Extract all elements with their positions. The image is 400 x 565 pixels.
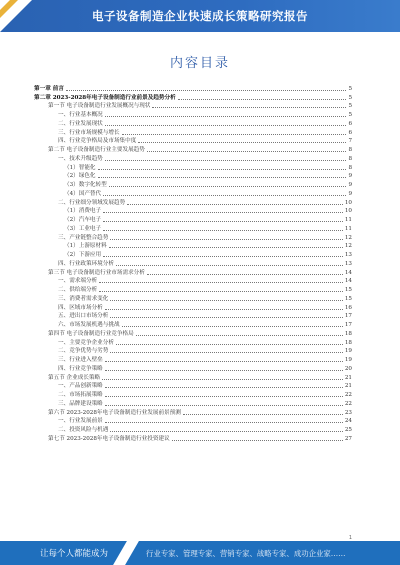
toc-entry-title: 二、行业细分领域发展趋势 [58,199,126,206]
toc-leader-dots [105,370,343,371]
toc-entry-page: 13 [344,260,352,267]
toc-entry-title: 二、市场拓展策略 [58,392,103,398]
toc-entry[interactable] [34,312,352,321]
toc-entry-title: 第七节 2023-2028年电子设备制造行业投资建议 [48,435,170,442]
toc-entry[interactable] [34,303,352,312]
toc-entry-page: 10 [344,199,352,206]
toc-entry-page: 7 [348,138,352,145]
toc-entry-title: 第三节 电子设备制造行业市场需求分析 [48,269,145,276]
toc-entry-title: 四、行业竞争格局及市场集中度 [58,138,137,145]
toc-leader-dots [110,317,343,318]
toc-entry-page: 21 [344,383,352,390]
toc-entry-page: 6 [348,129,352,136]
toc-entry-title: 二、竞争优势与劣势 [58,348,109,355]
toc-entry[interactable] [34,93,352,102]
footer-separator [113,541,139,565]
toc-leader-dots [122,134,347,135]
toc-entry-title: 三、行业市场规模与增长 [58,129,120,136]
toc-entry-page: 15 [344,287,352,293]
toc-entry[interactable] [34,294,352,303]
toc-entry[interactable] [34,119,352,128]
toc-entry-title: 第六节 2023-2028年电子设备制造行业发展前景预测 [48,409,181,416]
toc-entry[interactable] [34,347,352,356]
toc-entry-page: 20 [344,365,352,372]
toc-entry-title: （1）上游原材料 [64,243,107,250]
toc-leader-dots [105,422,343,423]
toc-entry-page: 11 [344,217,352,223]
toc-entry-title: 一、需求端分析 [58,278,98,285]
toc-entry-title: 四、区域市场分析 [58,304,103,311]
toc-entry-page: 9 [348,182,352,188]
toc-entry[interactable] [34,268,352,277]
toc-entry-page: 12 [344,234,352,241]
toc-leader-dots [110,300,343,301]
toc-entry-title: （1）消费电子 [64,208,102,215]
toc-entry-title: 一、主要竞争企业分析 [58,339,114,346]
toc-leader-dots [105,309,343,310]
toc-entry[interactable] [34,250,352,259]
toc-leader-dots [105,116,347,117]
toc-entry[interactable] [34,233,352,242]
toc-entry-page: 22 [344,400,352,407]
toc-entry-page: 13 [344,252,352,258]
toc-leader-dots [138,142,346,143]
toc-entry-title: 三、产业链整合趋势 [58,234,109,241]
toc-leader-dots [116,265,343,266]
toc-entry-page: 12 [344,243,352,250]
toc-entry-page: 9 [348,190,352,197]
toc-entry-page: 21 [344,374,352,381]
toc-entry-page: 14 [344,278,352,285]
toc-entry-title: 二、投资风险与机遇 [58,427,109,433]
toc-leader-dots [105,160,347,161]
toc-entry-title: （3）数字化转型 [64,182,107,188]
toc-entry-title: 一、行业发展前景 [58,418,103,425]
toc-entry[interactable] [34,364,352,373]
toc-entry-title: 第一节 电子设备制造行业发展概况与现状 [48,103,151,110]
toc-leader-dots [99,291,343,292]
toc-entry[interactable] [34,198,352,207]
toc-entry-title: （3）工业电子 [64,225,102,232]
toc-leader-dots [99,282,343,283]
toc-entry-page: 18 [344,339,352,346]
toc-entry-page: 27 [344,435,352,442]
toc-entry-page: 22 [344,392,352,398]
toc-leader-dots [103,212,343,213]
toc-entry[interactable] [34,338,352,347]
toc-heading: 内容目录 [169,56,230,71]
toc-entry-title: 一、产品创新策略 [58,383,103,390]
toc-entry-title: （4）国产替代 [64,190,102,197]
toc-entry-title: （2）汽车电子 [64,217,102,223]
toc-leader-dots [127,204,343,205]
toc-entry-title: 六、市场发展机遇与挑战 [58,322,120,328]
toc-entry-title: 一、技术升级趋势 [58,155,103,162]
toc-leader-dots [147,274,343,275]
toc-entry[interactable] [34,434,352,443]
toc-leader-dots [147,151,347,152]
toc-entry-page: 5 [348,103,352,110]
toc-entry[interactable] [34,425,352,434]
toc-entry-title: 五、进出口市场分析 [58,313,109,320]
toc-entry[interactable] [34,408,352,417]
toc-entry[interactable] [34,277,352,286]
footer-slogan: 让每个人都能成为 [40,549,109,559]
toc-entry[interactable] [34,373,352,382]
toc-entry-page: 18 [344,330,352,337]
toc-leader-dots [105,396,343,397]
toc-leader-dots [172,440,343,441]
toc-entry[interactable] [34,84,352,93]
toc-leader-dots [110,431,343,432]
toc-leader-dots [178,99,347,100]
toc-leader-dots [122,326,343,327]
toc-entry-title: 三、行业进入壁垒 [58,357,103,363]
footer-services: 行业专家、管理专家、营销专家、战略专家、成功企业家…… [146,549,346,558]
report-title: 电子设备制造企业快速成长策略研究报告 [92,9,308,23]
toc-entry-title: 二、行业发展现状 [58,120,103,127]
toc-leader-dots [103,221,343,222]
toc-entry[interactable] [34,163,352,172]
toc-leader-dots [103,195,346,196]
toc-leader-dots [105,125,347,126]
toc-entry-page: 15 [344,295,352,302]
toc-entry-page: 17 [344,313,352,320]
toc-entry[interactable] [34,180,352,189]
toc-leader-dots [105,405,343,406]
toc-entry-page: 23 [344,409,352,416]
toc-entry[interactable] [34,242,352,251]
table-of-contents [34,84,352,443]
toc-entry-title: 第一章 前言 [34,85,64,92]
toc-entry-page: 5 [348,94,352,101]
toc-entry[interactable] [34,382,352,391]
toc-leader-dots [102,379,343,380]
toc-leader-dots [103,230,343,231]
toc-leader-dots [183,414,343,415]
toc-leader-dots [98,169,347,170]
toc-entry[interactable] [34,355,352,364]
page-number: 1 [348,535,352,541]
toc-entry-page: 24 [344,418,352,425]
toc-entry[interactable] [34,285,352,294]
toc-entry-page: 10 [344,208,352,215]
toc-leader-dots [105,361,343,362]
toc-entry-title: 四、行业政策环境分析 [58,260,114,267]
toc-entry[interactable] [34,329,352,338]
toc-entry-page: 5 [348,85,352,92]
toc-entry-title: 一、行业基本概况 [58,112,103,118]
toc-leader-dots [109,247,343,248]
toc-entry[interactable] [34,390,352,399]
toc-entry[interactable] [34,399,352,408]
toc-entry-title: 四、行业竞争策略 [58,365,103,372]
toc-entry-page: 25 [344,427,352,433]
toc-entry[interactable] [34,102,352,111]
toc-leader-dots [66,90,347,91]
toc-entry[interactable] [34,110,352,119]
toc-entry-page: 6 [348,120,352,127]
toc-entry-title: 第二章 2023-2028年电子设备制造行业前景及趋势分析 [34,94,176,101]
toc-entry-title: 第五节 企业成长策略 [48,374,101,381]
toc-entry-page: 8 [348,155,352,162]
toc-entry[interactable] [34,145,352,154]
toc-entry-title: 第二节 电子设备制造行业主要发展趋势 [48,147,145,153]
toc-entry[interactable] [34,207,352,216]
toc-leader-dots [105,387,343,388]
toc-entry-page: 8 [348,147,352,153]
toc-entry-page: 11 [344,225,352,232]
toc-entry[interactable] [34,259,352,268]
toc-leader-dots [103,256,343,257]
toc-entry-page: 8 [348,164,352,171]
toc-entry[interactable] [34,189,352,198]
toc-entry-page: 9 [348,173,352,180]
toc-entry[interactable] [34,215,352,224]
toc-entry-page: 5 [348,112,352,118]
toc-entry-page: 19 [344,357,352,363]
toc-entry[interactable] [34,128,352,137]
toc-leader-dots [152,107,346,108]
toc-entry-page: 17 [344,322,352,328]
toc-entry-title: 第四节 电子设备制造行业竞争格局 [48,330,134,337]
toc-entry[interactable] [34,320,352,329]
toc-entry-title: 三、消费者需求变化 [58,295,109,302]
toc-leader-dots [110,239,343,240]
toc-entry-title: （2）绿色化 [64,173,96,180]
toc-entry-page: 14 [344,269,352,276]
toc-entry[interactable] [34,172,352,181]
toc-entry[interactable] [34,224,352,233]
toc-entry-title: （1）智能化 [64,164,96,171]
toc-entry[interactable] [34,137,352,146]
toc-leader-dots [116,344,343,345]
toc-entry-title: 二、供给端分析 [58,287,98,293]
toc-leader-dots [110,352,343,353]
header-banner [0,0,400,32]
footer-banner [0,541,400,565]
toc-entry[interactable] [34,154,352,163]
toc-entry-page: 19 [344,348,352,355]
toc-leader-dots [136,335,343,336]
toc-entry-page: 16 [344,304,352,311]
toc-leader-dots [109,186,347,187]
toc-leader-dots [98,177,347,178]
toc-entry[interactable] [34,417,352,426]
toc-entry-title: 三、品牌建设策略 [58,400,103,407]
toc-entry-title: （2）下游应用 [64,252,102,258]
